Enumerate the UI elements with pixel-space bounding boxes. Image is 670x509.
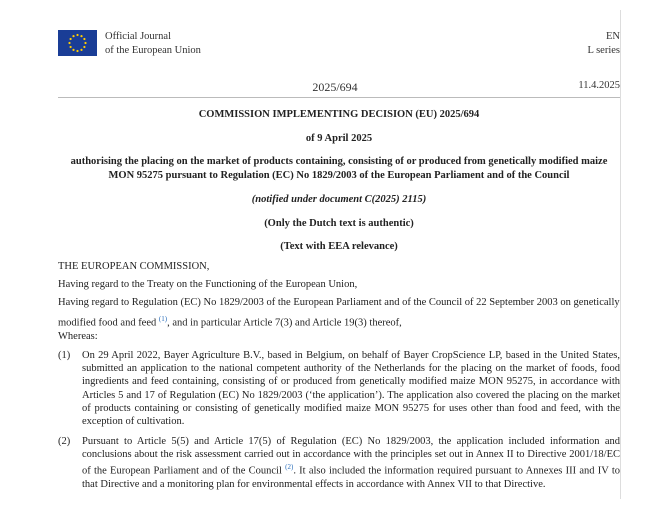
recital-2 bbox=[58, 435, 620, 491]
footnote-2-link[interactable]: (2) bbox=[285, 463, 294, 472]
footnote-1-link[interactable]: (1) bbox=[158, 315, 168, 323]
language-code: EN bbox=[606, 31, 620, 42]
treaty-line: Having regard to the Treaty on the Functioning of the European Union, bbox=[58, 279, 358, 290]
series-label: L series bbox=[587, 45, 620, 56]
journal-line-1: Official Journal bbox=[105, 31, 171, 42]
language-series bbox=[587, 30, 620, 58]
whereas-line: Whereas: bbox=[58, 331, 98, 342]
regulation-text-end: , and in particular Article 7(3) and Article 19(3) thereof, bbox=[167, 317, 402, 329]
authentic-note: (Only the Dutch text is authentic) bbox=[264, 218, 414, 229]
regulation-text: Having regard to Regulation (EC) No 1829/2003 of the European Parliament and of the Council of 22 September 2003 on genetically modified food and feed bbox=[58, 297, 620, 329]
decision-subject: authorising the placing on the market of products containing, consisting of or produced from genetically modified maize MON 95275 pursuant to Regulation (EC) No 1829/2003 of the European Parliament and of the Council bbox=[70, 156, 608, 181]
header-divider bbox=[58, 97, 620, 98]
recital-2-text-end: . It also included the information required pursuant to Annexes III and IV to that Directive and a monitoring plan for environmental effects in accordance with Annex VII to that Directive. bbox=[82, 465, 621, 491]
decision-heading: COMMISSION IMPLEMENTING DECISION (EU) 2025/694 bbox=[198, 109, 480, 120]
decision-date: of 9 April 2025 bbox=[305, 133, 373, 144]
recital-text: On 29 April 2022, Bayer Agriculture B.V., based in Belgium, on behalf of Bayer CropScience LP, based in the United States, submitted an application to the national competent authority of the Netherlands for the placing on the market of foods, food ingredients and feed containing, consisting of or produced from genetically modified maize MON 95275, in accordance with Articles 5 and 17 of Regulation (EC) No 1829/2003 (‘the application’). The application also covered the placing on the market of products containing or consisting of genetically modified maize MON 95275 for uses other than food and feed, with the exception of cultivation. bbox=[82, 350, 620, 428]
document-number: 2025/694 bbox=[312, 80, 358, 94]
publication-date: 11.4.2025 bbox=[578, 80, 620, 91]
journal-name bbox=[105, 30, 201, 58]
recital-2-text: Pursuant to Article 5(5) and Article 17(5) of Regulation (EC) No 1829/2003, the application included information and conclusions about the risk assessment carried out in accordance with the principles set out in Annex II to Directive 2001/18/EC of the European Parliament and of the Council bbox=[82, 436, 620, 477]
recital-number: (2) bbox=[58, 436, 71, 447]
journal-line-2: of the European Union bbox=[105, 45, 201, 56]
recital-number: (1) bbox=[58, 350, 71, 361]
recital-1 bbox=[58, 349, 620, 428]
notified-note: (notified under document C(2025) 2115) bbox=[251, 194, 427, 205]
commission-line: THE EUROPEAN COMMISSION, bbox=[58, 261, 210, 272]
regulation-paragraph bbox=[58, 294, 620, 332]
eu-flag-logo bbox=[58, 30, 97, 56]
recital-text bbox=[82, 435, 620, 491]
eea-note: (Text with EEA relevance) bbox=[280, 241, 398, 252]
